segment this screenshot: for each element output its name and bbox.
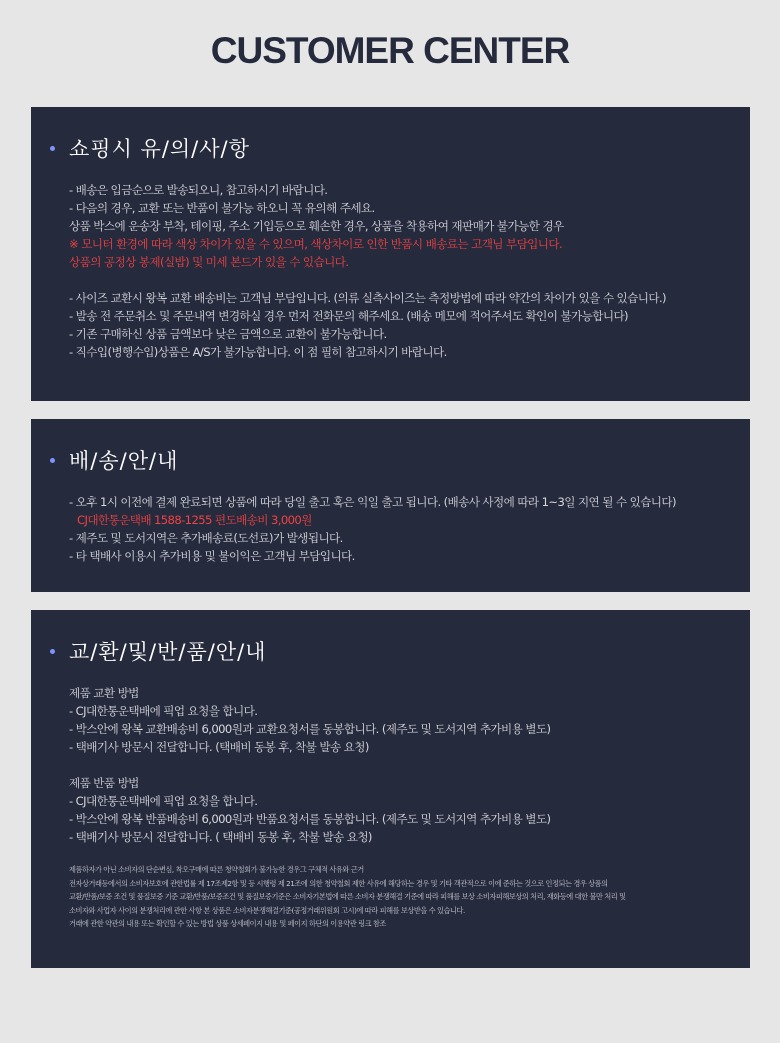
refund-heading: 제품 반품 방법 bbox=[69, 776, 139, 790]
spacer bbox=[69, 271, 742, 289]
warning-line: ※ 모니터 환경에 따라 색상 차이가 있을 수 있으며, 색상차이로 인한 반품시 배송료는 고객님 부담입니다. bbox=[69, 237, 563, 251]
legal-notice-line: 소비자와 사업자 사이의 분쟁처리에 관한 사항 본 상품은 소비자분쟁해결기준(공정거래위원회 고시)에 따라 피해를 보상받을 수 있습니다. bbox=[69, 905, 465, 915]
section-header bbox=[69, 133, 742, 165]
exchange-return-text bbox=[69, 684, 742, 846]
section-header bbox=[69, 445, 742, 477]
bullet-dot-icon bbox=[50, 649, 55, 654]
section-header bbox=[69, 636, 742, 668]
delivery-line: - 제주도 및 도서지역은 추가배송료(도선료)가 발생됩니다. bbox=[69, 531, 343, 545]
exchange-heading: 제품 교환 방법 bbox=[69, 686, 139, 700]
refund-line: - 박스안에 왕복 반품배송비 6,000원과 반품요청서를 동봉합니다. (제주도 및 도서지역 추가비용 별도) bbox=[69, 812, 551, 826]
notice-line: - 다음의 경우, 교환 또는 반품이 불가능 하오니 꼭 유의해 주세요. bbox=[69, 201, 375, 215]
delivery-line: - 오후 1시 이전에 결제 완료되면 상품에 따라 당일 출고 혹은 익일 출고 됩니다. (배송사 사정에 따라 1~3일 지연 될 수 있습니다) bbox=[69, 495, 676, 509]
bullet-dot-icon bbox=[50, 458, 55, 463]
section-title: 배/송/안/내 bbox=[69, 449, 179, 473]
exchange-line: - 택배기사 방문시 전달합니다. (택배비 동봉 후, 착불 발송 요청) bbox=[69, 740, 369, 754]
shopping-notice-text bbox=[69, 181, 742, 361]
legal-notice-line: 거래에 관한 약관의 내용 또는 확인할 수 있는 방법 상품 상세페이지 내용 및 페이지 하단의 이용약관 링크 참조 bbox=[69, 919, 386, 929]
courier-fee-line: CJ대한통운택배 1588-1255 편도배송비 3,000원 bbox=[77, 513, 312, 527]
legal-notice-line: 제품하자가 아닌 소비자의 단순변심, 착오구매에 따른 청약철회가 불가능한 경우그 구체적 사유와 근거 bbox=[69, 865, 364, 874]
exchange-line: - 박스안에 왕복 교환배송비 6,000원과 교환요청서를 동봉합니다. (제주도 및 도서지역 추가비용 별도) bbox=[69, 722, 551, 736]
legal-notice-line: 교환/반품/보증 조건 및 품질보증 기준 교환/반품/보증조건 및 품질보증기준은 소비자기본법에 따른 소비자 분쟁해결 기준에 따라 피해를 보상 소비자피해보상의 처리, 재화등에 대한 불만 처리 및 bbox=[69, 892, 626, 902]
exchange-return-section bbox=[31, 610, 750, 968]
exchange-line: - CJ대한통운택배에 픽업 요청을 합니다. bbox=[69, 704, 258, 718]
page-title: CUSTOMER CENTER bbox=[210, 30, 570, 71]
notice-line: - 발송 전 주문취소 및 주문내역 변경하실 경우 먼저 전화문의 해주세요. (배송 메모에 적어주셔도 확인이 불가능합니다) bbox=[69, 309, 628, 323]
section-title: 쇼핑시 유/의/사/항 bbox=[69, 137, 250, 161]
legal-notice bbox=[69, 863, 742, 931]
refund-line: - CJ대한통운택배에 픽업 요청을 합니다. bbox=[69, 794, 258, 808]
warning-line: 상품의 공정상 봉제(실밥) 및 미세 본드가 있을 수 있습니다. bbox=[69, 255, 349, 269]
refund-line: - 택배기사 방문시 전달합니다. ( 택배비 동봉 후, 착불 발송 요청) bbox=[69, 830, 372, 844]
spacer bbox=[69, 756, 742, 774]
notice-line: - 사이즈 교환시 왕복 교환 배송비는 고객님 부담입니다. (의류 실측사이즈는 측정방법에 따라 약간의 차이가 있을 수 있습니다.) bbox=[69, 291, 666, 305]
delivery-info-section bbox=[31, 419, 750, 592]
notice-line: - 기존 구매하신 상품 금액보다 낮은 금액으로 교환이 불가능합니다. bbox=[69, 327, 387, 341]
delivery-line: - 타 택배사 이용시 추가비용 및 불이익은 고객님 부담입니다. bbox=[69, 549, 355, 563]
notice-line: 상품 박스에 운송장 부착, 테이핑, 주소 기입등으로 훼손한 경우, 상품을 착용하여 재판매가 불가능한 경우 bbox=[69, 219, 564, 233]
notice-line: - 배송은 입금순으로 발송되오니, 참고하시기 바랍니다. bbox=[69, 183, 328, 197]
legal-notice-line: 전자상거래등에서의 소비자보호에 관한법률 제 17조제2항 및 등 시행령 제 21조에 의한 청약철회 제한 사유에 해당하는 경우 및 기타 객관적으로 이에 준하는 것으로 인정되는 경우 상품의 bbox=[69, 878, 608, 888]
shopping-notice-section bbox=[31, 107, 750, 401]
delivery-info-text bbox=[69, 493, 742, 565]
notice-line: - 직수입(병행수입)상품은 A/S가 불가능합니다. 이 점 필히 참고하시기 바랍니다. bbox=[69, 345, 447, 359]
bullet-dot-icon bbox=[50, 146, 55, 151]
section-title: 교/환/및/반/품/안/내 bbox=[69, 640, 267, 664]
